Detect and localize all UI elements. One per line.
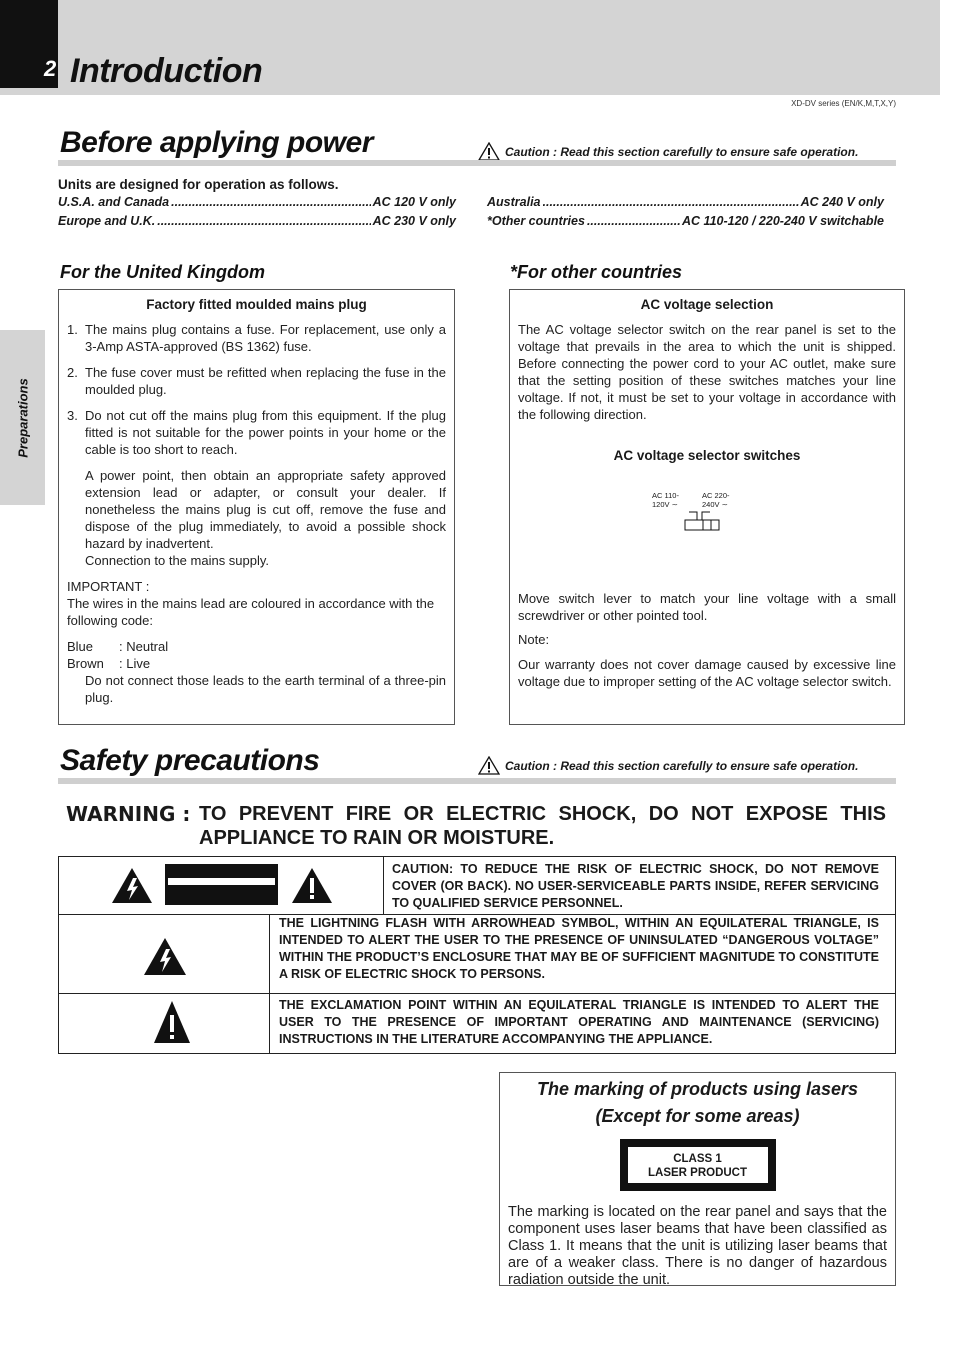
safety-title: Safety precautions	[60, 744, 320, 777]
switch-title: AC voltage selector switches	[613, 448, 801, 463]
uk-box	[58, 289, 455, 725]
table-cell-symbols	[58, 856, 384, 915]
units-heading: Units are designed for operation as follows.	[58, 177, 339, 192]
voltage-row	[487, 195, 884, 214]
important-label: IMPORTANT :	[67, 579, 150, 594]
voltage-list-left	[58, 195, 456, 233]
voltage-region: U.S.A. and Canada	[58, 195, 170, 209]
voltage-row	[487, 214, 884, 233]
other-box	[509, 289, 905, 725]
other-title: *For other countries	[510, 262, 683, 282]
voltage-list-right	[487, 195, 884, 233]
laser-box-title: The marking of products using lasers (Except for some areas)	[536, 1079, 859, 1126]
page-title: Introduction	[70, 52, 263, 90]
warning-label: WARNING :	[66, 802, 191, 826]
voltage-region: *Other countries	[487, 214, 585, 228]
warning-statement	[66, 802, 886, 850]
tilde-icon: ∼	[671, 500, 678, 509]
section-rule	[58, 778, 896, 784]
caution-text: Caution : Read this section carefully to ensure safe operation.	[505, 758, 859, 773]
laser-class-label	[620, 1139, 776, 1191]
ac-voltage-switch-icon	[673, 508, 723, 532]
laser-class-line-1: CLASS 1	[673, 1153, 722, 1165]
table-cell-text	[269, 914, 896, 994]
before-power-title: Before applying power	[60, 126, 373, 159]
side-tab	[0, 330, 45, 505]
important-text: The wires in the mains lead are coloured in accordance with the following code:	[67, 596, 435, 628]
note-label: Note:	[518, 632, 550, 647]
side-tab-label: Preparations	[15, 377, 30, 458]
voltage-region: Australia	[487, 195, 541, 209]
list-item: 2. The fuse cover must be refitted when replacing the fuse in the moulded plug.	[67, 365, 446, 397]
voltage-region: Europe and U.K.	[58, 214, 156, 228]
uk-body	[67, 321, 446, 706]
switch-left-label: AC 110- 120V ∼	[652, 491, 679, 509]
series-label: XD-DV series (EN/K,M,T,X,Y)	[791, 99, 896, 108]
uk-connection: Connection to the mains supply.	[85, 553, 270, 568]
exclamation-description: THE EXCLAMATION POINT WITHIN AN EQUILATERAL TRIANGLE IS INTENDED TO ALERT THE USER TO THE PRESENCE OF IMPORTANT OPERATING AND MAINTENANCE (SERVICING) INSTRUCTIONS IN THE LITERATURE ACCOMPANYING THE APPLIANCE.	[279, 998, 879, 1046]
voltage-value: AC 120 V only	[372, 195, 456, 209]
table-cell-symbol	[58, 914, 270, 994]
section-rule	[58, 160, 896, 166]
tilde-icon: ∼	[721, 500, 728, 509]
voltage-value: AC 240 V only	[800, 195, 884, 209]
warning-line-2: APPLIANCE TO RAIN OR MOISTURE.	[199, 827, 555, 849]
exclamation-triangle-icon	[291, 867, 333, 904]
caution-remove-cover: CAUTION: TO REDUCE THE RISK OF ELECTRIC SHOCK, DO NOT REMOVE COVER (OR BACK). NO USER-SERVICEABLE PARTS INSIDE, REFER SERVICING TO QUALIFIED SERVICE PERSONNEL.	[392, 862, 879, 910]
lightning-description: THE LIGHTNING FLASH WITH ARROWHEAD SYMBOL, WITHIN AN EQUILATERAL TRIANGLE, IS INTENDED TO ALERT THE USER TO THE PRESENCE OF UNINSULATED “DANGEROUS VOLTAGE” WITHIN THE PRODUCT’S ENCLOSURE THAT MAY BE OF SUFFICIENT MAGNITUDE TO CONSTITUTE A RISK OF ELECTRIC SHOCK TO PERSONS.	[279, 916, 879, 981]
uk-final: Do not connect those leads to the earth terminal of a three-pin plug.	[85, 673, 446, 705]
note-text: Our warranty does not cover damage caused by excessive line voltage due to improper setting of the AC voltage selector switch.	[518, 657, 896, 689]
table-cell-text	[383, 856, 896, 915]
switch-diagram	[518, 468, 896, 568]
uk-box-title: Factory fitted moulded mains plug	[146, 297, 367, 312]
table-cell-text	[269, 993, 896, 1054]
laser-text: The marking is located on the rear panel and says that the component uses laser beams that have been classified as Class 1. It means that the unit is utilizing laser beams that are of a weaker class. There is no danger of hazardous radiation outside the unit.	[508, 1204, 887, 1288]
page-number: 2	[44, 56, 57, 81]
switch-move-text: Move switch lever to match your line voltage with a small screwdriver or other pointed tool.	[518, 591, 896, 623]
wire-row: Blue : Neutral	[67, 639, 169, 654]
caution-triangle-icon	[478, 756, 500, 775]
before-power-caution	[478, 142, 858, 161]
voltage-value: AC 110-120 / 220-240 V switchable	[682, 214, 884, 228]
list-item: 1. The mains plug contains a fuse. For replacement, use only a 3-Amp ASTA-approved (BS 1362) fuse.	[67, 322, 446, 354]
laser-box	[499, 1072, 896, 1286]
switch-right-label: AC 220- 240V ∼	[702, 491, 730, 509]
voltage-value: AC 230 V only	[372, 214, 456, 228]
uk-title: For the United Kingdom	[60, 262, 265, 282]
symbols-table	[58, 856, 896, 1054]
voltage-row	[58, 195, 456, 214]
wire-row: Brown : Live	[67, 656, 151, 671]
list-item: 3. Do not cut off the mains plug from this equipment. If the plug fitted is not suitable for the power points in your home or the cable is too short to reach.	[67, 408, 446, 457]
exclamation-triangle-icon	[153, 1000, 191, 1044]
warning-line-1: TO PREVENT FIRE OR ELECTRIC SHOCK, DO NOT EXPOSE THIS	[199, 803, 886, 825]
caution-triangle-icon	[478, 142, 500, 161]
caution-label-block	[165, 864, 278, 905]
uk-para: A power point, then obtain an appropriate safety approved extension lead or adapter, or consult your dealer. If nonetheless the mains plug is cut off, remove the fuse and dispose of the plug immediately, to avoid a possible shock hazard by inadvertent.	[85, 468, 446, 551]
lightning-triangle-icon	[111, 867, 153, 904]
caution-text: Caution : Read this section carefully to ensure safe operation.	[505, 144, 859, 159]
other-para: The AC voltage selector switch on the rear panel is set to the voltage that prevails in the area to which the unit is shipped. Before connecting the power cord to your AC outlet, make sure that the setting position of these switches matches your line voltage. If not, it must be set to your voltage in accordance with the following direction.	[518, 322, 896, 422]
other-box-title: AC voltage selection	[640, 297, 774, 312]
safety-caution	[478, 756, 858, 775]
voltage-row	[58, 214, 456, 233]
table-cell-symbol	[58, 993, 270, 1054]
laser-class-line-2: LASER PRODUCT	[647, 1167, 748, 1179]
lightning-triangle-icon	[143, 937, 187, 976]
